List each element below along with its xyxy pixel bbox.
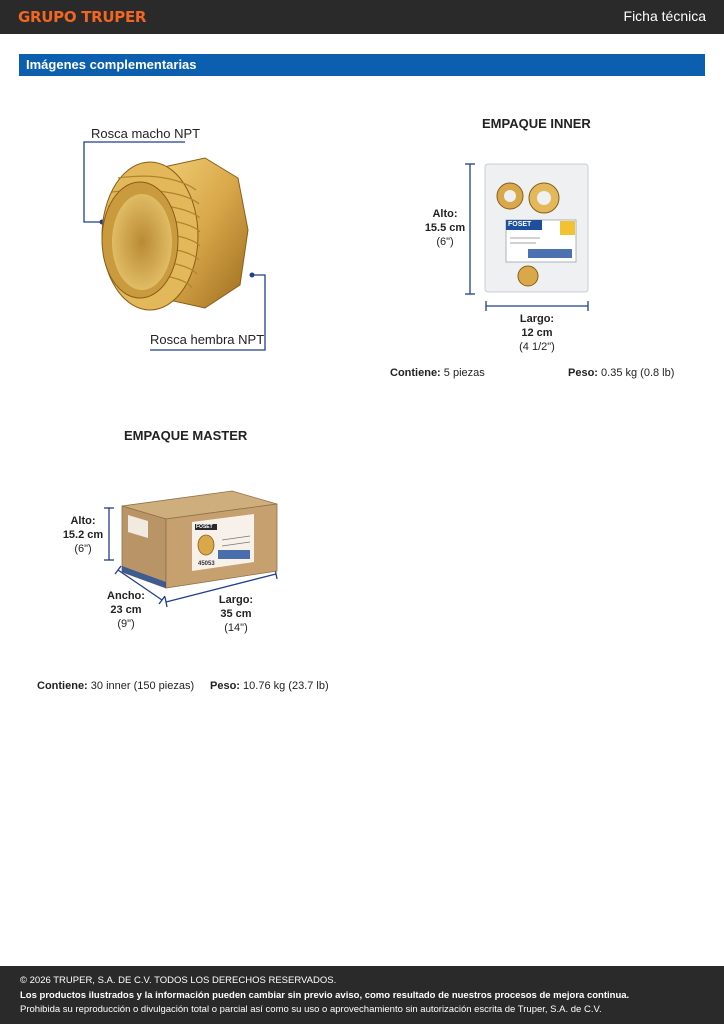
inner-height-cm: 15.5 cm <box>424 222 466 234</box>
inner-length-label: Largo: <box>519 313 555 325</box>
inner-weight-label: Peso: <box>568 367 598 379</box>
master-length-label: Largo: <box>218 594 254 606</box>
master-length-cm: 35 cm <box>220 608 252 620</box>
master-height-label: Alto: <box>70 515 96 527</box>
inner-height-label: Alto: <box>432 208 458 220</box>
inner-contents-label: Contiene: <box>390 367 441 379</box>
master-weight <box>210 680 329 692</box>
inner-height-in: (6") <box>436 236 454 248</box>
master-heading: EMPAQUE MASTER <box>124 428 248 443</box>
master-height-cm: 15.2 cm <box>62 529 104 541</box>
master-length-in: (14") <box>224 622 248 634</box>
master-height-dim <box>60 514 106 556</box>
master-width-cm: 23 cm <box>110 604 142 616</box>
inner-contents-value: 5 piezas <box>443 367 485 379</box>
footer <box>0 966 724 1024</box>
footer-copyright: © 2026 TRUPER, S.A. DE C.V. TODOS LOS DERECHOS RESERVADOS. <box>20 975 337 986</box>
footer-prohibition: Prohibida su reproducción o divulgación total o parcial así como su uso o aprovechamiento sin autorización escrita de Truper, S.A. de C.V. <box>20 1004 602 1015</box>
master-weight-label: Peso: <box>210 680 240 692</box>
inner-length-cm: 12 cm <box>521 327 553 339</box>
master-width-label: Ancho: <box>107 590 145 602</box>
brand-logo: GRUPO TRUPER <box>18 8 147 26</box>
master-box-brand: FOSET <box>196 524 213 530</box>
master-contents <box>37 680 194 692</box>
master-contents-value: 30 inner (150 piezas) <box>90 680 195 692</box>
inner-heading: EMPAQUE INNER <box>482 116 591 131</box>
section-title: Imágenes complementarias <box>26 57 197 72</box>
inner-package-brand: FOSET <box>508 221 532 228</box>
master-length-dim <box>210 593 262 635</box>
inner-weight-value: 0.35 kg (0.8 lb) <box>601 367 675 379</box>
callout-male-thread: Rosca macho NPT <box>91 126 201 141</box>
callout-female-thread: Rosca hembra NPT <box>150 332 265 347</box>
master-box-code: 45053 <box>198 561 215 567</box>
master-height-in: (6") <box>74 543 92 555</box>
footer-notice: Los productos ilustrados y la información pueden cambiar sin previo aviso, como resultado de nuestros procesos de mejora continua. <box>20 990 630 1001</box>
document-type-label: Ficha técnica <box>623 8 706 24</box>
inner-length-in: (4 1/2") <box>519 341 555 353</box>
master-width-dim <box>100 589 152 631</box>
master-contents-label: Contiene: <box>37 680 88 692</box>
master-width-in: (9") <box>117 618 135 630</box>
master-weight-value: 10.76 kg (23.7 lb) <box>243 680 329 692</box>
